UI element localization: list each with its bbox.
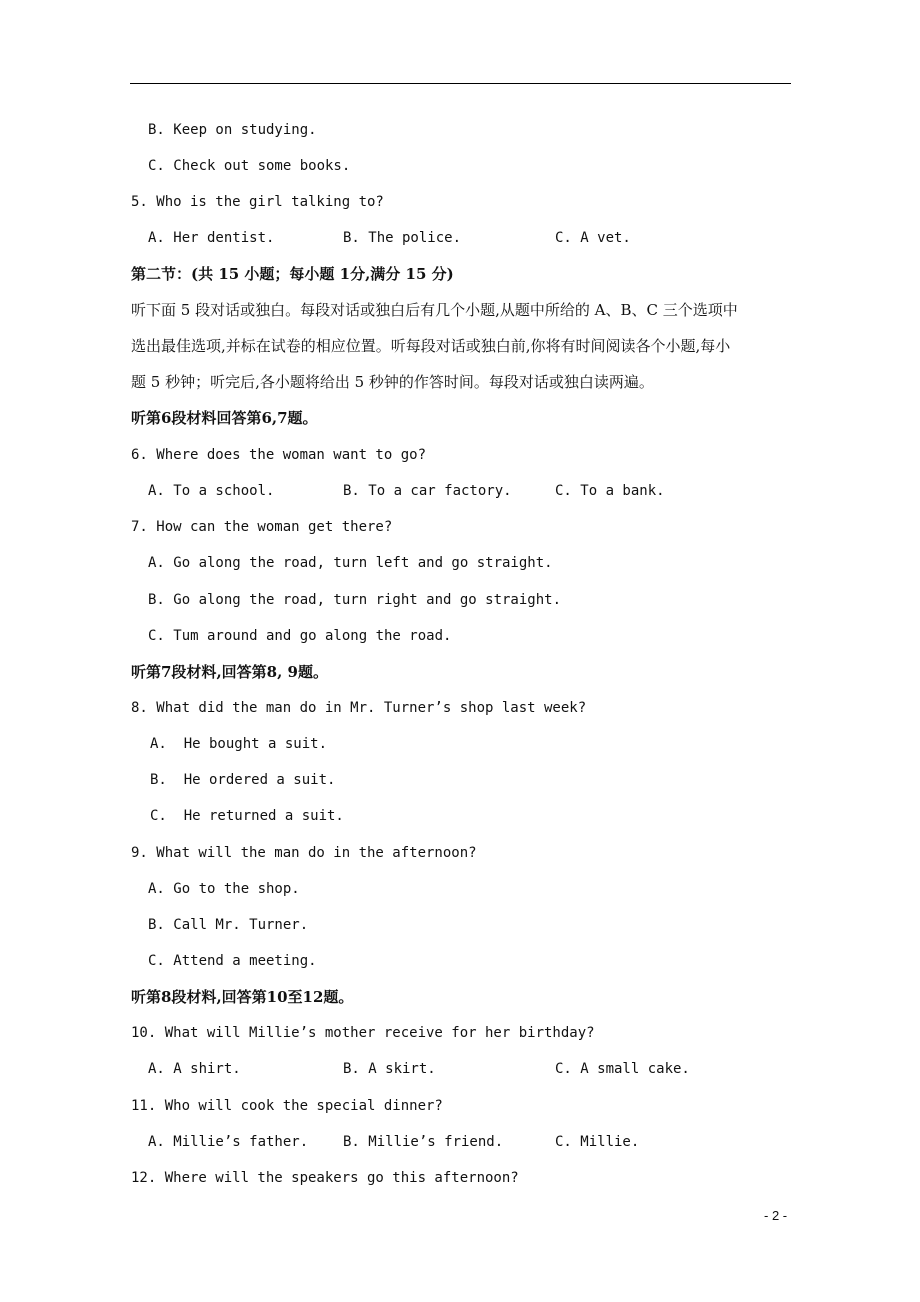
- q4-option-b: B. Keep on studying.: [148, 122, 317, 138]
- q5-option-a: A. Her dentist.: [148, 230, 275, 246]
- q8-option-b: B. He ordered a suit.: [150, 772, 336, 788]
- q10-option-b: B. A skirt.: [343, 1061, 436, 1077]
- q5-question: 5. Who is the girl talking to?: [131, 194, 384, 210]
- q6-option-b: B. To a car factory.: [343, 483, 512, 499]
- q9-question: 9. What will the man do in the afternoon?: [131, 845, 477, 861]
- q10-options: [0, 1059, 920, 1079]
- q6-option-a: A. To a school.: [148, 483, 275, 499]
- q11-question: 11. Who will cook the special dinner?: [131, 1098, 443, 1114]
- q9-option-c: C. Attend a meeting.: [148, 953, 317, 969]
- q9-option-a: A. Go to the shop.: [148, 881, 300, 897]
- q11-options: [0, 1132, 920, 1152]
- section2-instruction-2: 选出最佳选项,并标在试卷的相应位置。听每段对话或独白前,你将有时间阅读各个小题,每小: [131, 337, 731, 355]
- section2-heading: 第二节：(共 15 小题；每小题 1分,满分 15 分): [131, 265, 454, 283]
- material6-heading: 听第6段材料回答第6,7题。: [131, 409, 318, 427]
- q6-question: 6. Where does the woman want to go?: [131, 447, 427, 463]
- q11-option-a: A. Millie’s father.: [148, 1134, 309, 1150]
- header-rule: [130, 83, 791, 84]
- material7-heading: 听第7段材料,回答第8, 9题。: [131, 663, 328, 681]
- section2-instruction-1: 听下面 5 段对话或独白。每段对话或独白后有几个小题,从题中所给的 A、B、C 三个选项中: [131, 301, 738, 319]
- q7-question: 7. How can the woman get there?: [131, 519, 393, 535]
- q6-options: [0, 481, 920, 501]
- q7-option-b: B. Go along the road, turn right and go straight.: [148, 592, 562, 608]
- q10-question: 10. What will Millie’s mother receive for her birthday?: [131, 1025, 595, 1041]
- q7-option-c: C. Tum around and go along the road.: [148, 628, 452, 644]
- q11-option-c: C. Millie.: [555, 1134, 640, 1150]
- q10-option-c: C. A small cake.: [555, 1061, 690, 1077]
- q11-option-b: B. Millie’s friend.: [343, 1134, 504, 1150]
- q4-option-c: C. Check out some books.: [148, 158, 351, 174]
- q9-option-b: B. Call Mr. Turner.: [148, 917, 309, 933]
- page-number: - 2 -: [764, 1208, 788, 1223]
- q10-option-a: A. A shirt.: [148, 1061, 241, 1077]
- q8-option-a: A. He bought a suit.: [150, 736, 328, 752]
- q7-option-a: A. Go along the road, turn left and go straight.: [148, 555, 553, 571]
- section2-instruction-3: 题 5 秒钟；听完后,各小题将给出 5 秒钟的作答时间。每段对话或独白读两遍。: [131, 373, 654, 391]
- q8-option-c: C. He returned a suit.: [150, 808, 344, 824]
- q5-option-c: C. A vet.: [555, 230, 631, 246]
- q6-option-c: C. To a bank.: [555, 483, 665, 499]
- q8-question: 8. What did the man do in Mr. Turner’s shop last week?: [131, 700, 587, 716]
- q5-option-b: B. The police.: [343, 230, 462, 246]
- q12-question: 12. Where will the speakers go this afternoon?: [131, 1170, 519, 1186]
- q5-options: [0, 228, 920, 248]
- material8-heading: 听第8段材料,回答第10至12题。: [131, 988, 354, 1006]
